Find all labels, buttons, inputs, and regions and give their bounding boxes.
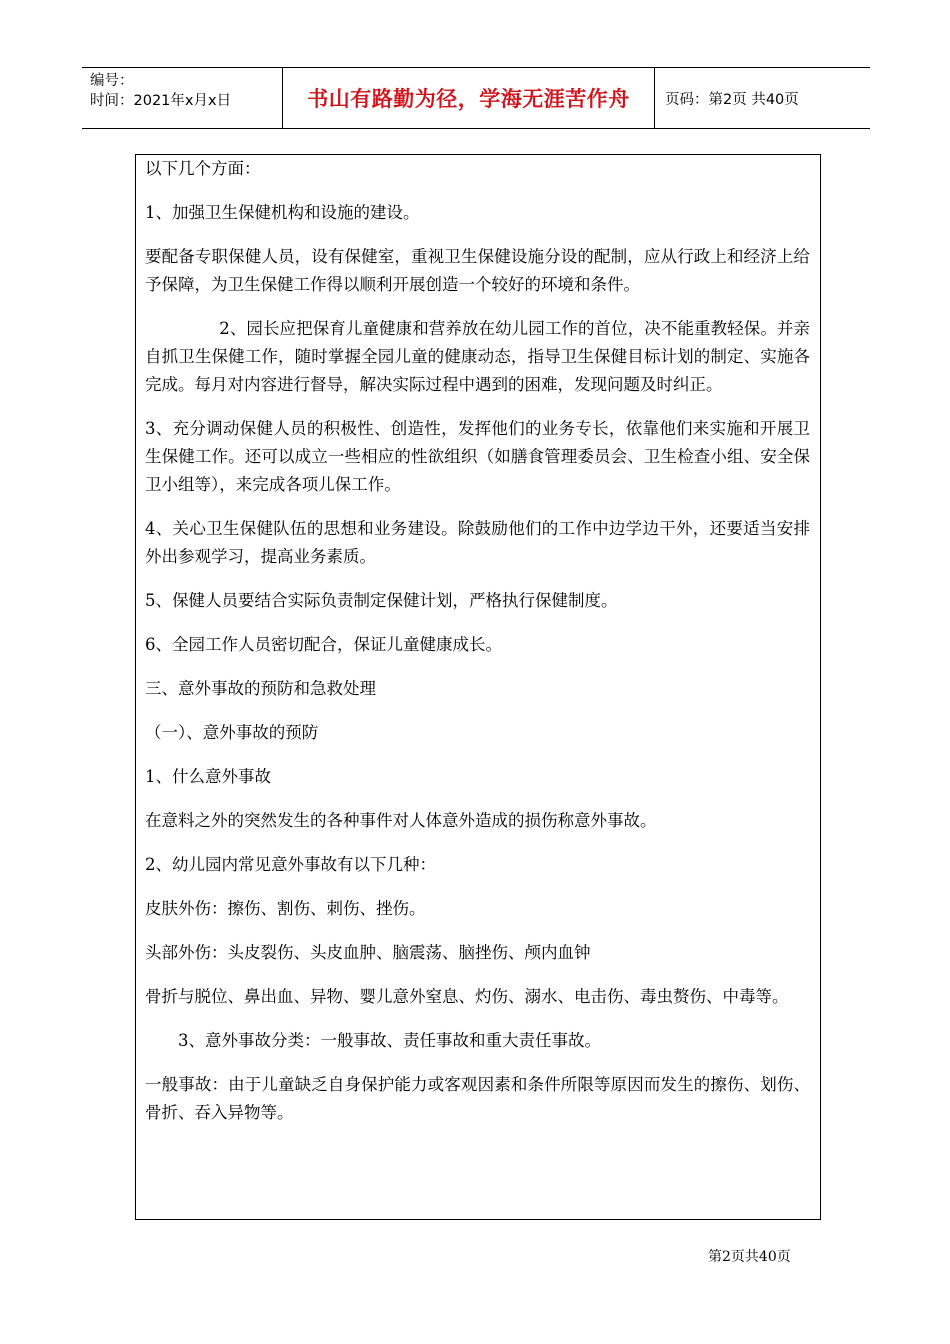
paragraph: 6、全园工作人员密切配合，保证儿童健康成长。 [145,635,502,654]
paragraph: 2、园长应把保育儿童健康和营养放在幼儿园工作的首位，决不能重教轻保。并亲自抓卫生保健工作，随时掌握全园儿童的健康动态，指导卫生保健目标计划的制定、实施各完成。每月对内容进行督导，解决实际过程中遇到的困难，发现问题及时纠正。 [145,319,810,394]
paragraph: 3、意外事故分类：一般事故、责任事故和重大责任事故。 [178,1031,601,1050]
serial-label: 编号： [90,73,134,89]
time-label: 时间：2021年x月x日 [90,93,232,109]
paragraph: 1、什么意外事故 [145,767,271,786]
paragraph: 皮肤外伤：擦伤、割伤、刺伤、挫伤。 [145,899,426,918]
paragraph: 一般事故：由于儿童缺乏自身保护能力或客观因素和条件所限等原因而发生的擦伤、划伤、骨折、吞入异物等。 [145,1075,810,1122]
paragraph: 2、幼儿园内常见意外事故有以下几种： [145,855,436,874]
paragraph: 在意料之外的突然发生的各种事件对人体意外造成的损伤称意外事故。 [145,811,657,830]
paragraph: 3、充分调动保健人员的积极性、创造性，发挥他们的业务专长，依靠他们来实施和开展卫生保健工作。还可以成立一些相应的性欲组织（如膳食管理委员会、卫生检查小组、安全保卫小组等），来完成各项儿保工作。 [145,419,810,494]
header-motto: 书山有路勤为径，学海无涯苦作舟 [283,68,655,128]
section-heading: 三、意外事故的预防和急救处理 [145,679,376,698]
header-meta [82,68,283,128]
content-box [135,154,821,1220]
paragraph: 1、加强卫生保健机构和设施的建设。 [145,203,420,222]
header-page-number: 页码：第2页 共40页 [665,91,799,108]
paragraph: 4、关心卫生保健队伍的思想和业务建设。除鼓励他们的工作中边学边干外，还要适当安排外出参观学习，提高业务素质。 [145,519,810,566]
subsection-heading: （一）、意外事故的预防 [145,723,319,742]
paragraph: 以下几个方面： [145,159,261,178]
paragraph: 5、保健人员要结合实际负责制定保健计划，严格执行保健制度。 [145,591,618,610]
page-header [82,67,870,129]
page-footer: 第2页共40页 [708,1249,791,1265]
paragraph: 头部外伤：头皮裂伤、头皮血肿、脑震荡、脑挫伤、颅内血钟 [145,943,591,962]
paragraph: 要配备专职保健人员，设有保健室，重视卫生保健设施分设的配制，应从行政上和经济上给予保障，为卫生保健工作得以顺利开展创造一个较好的环境和条件。 [145,247,810,294]
paragraph: 骨折与脱位、鼻出血、异物、婴儿意外窒息、灼伤、溺水、电击伤、毒虫赘伤、中毒等。 [145,987,789,1006]
